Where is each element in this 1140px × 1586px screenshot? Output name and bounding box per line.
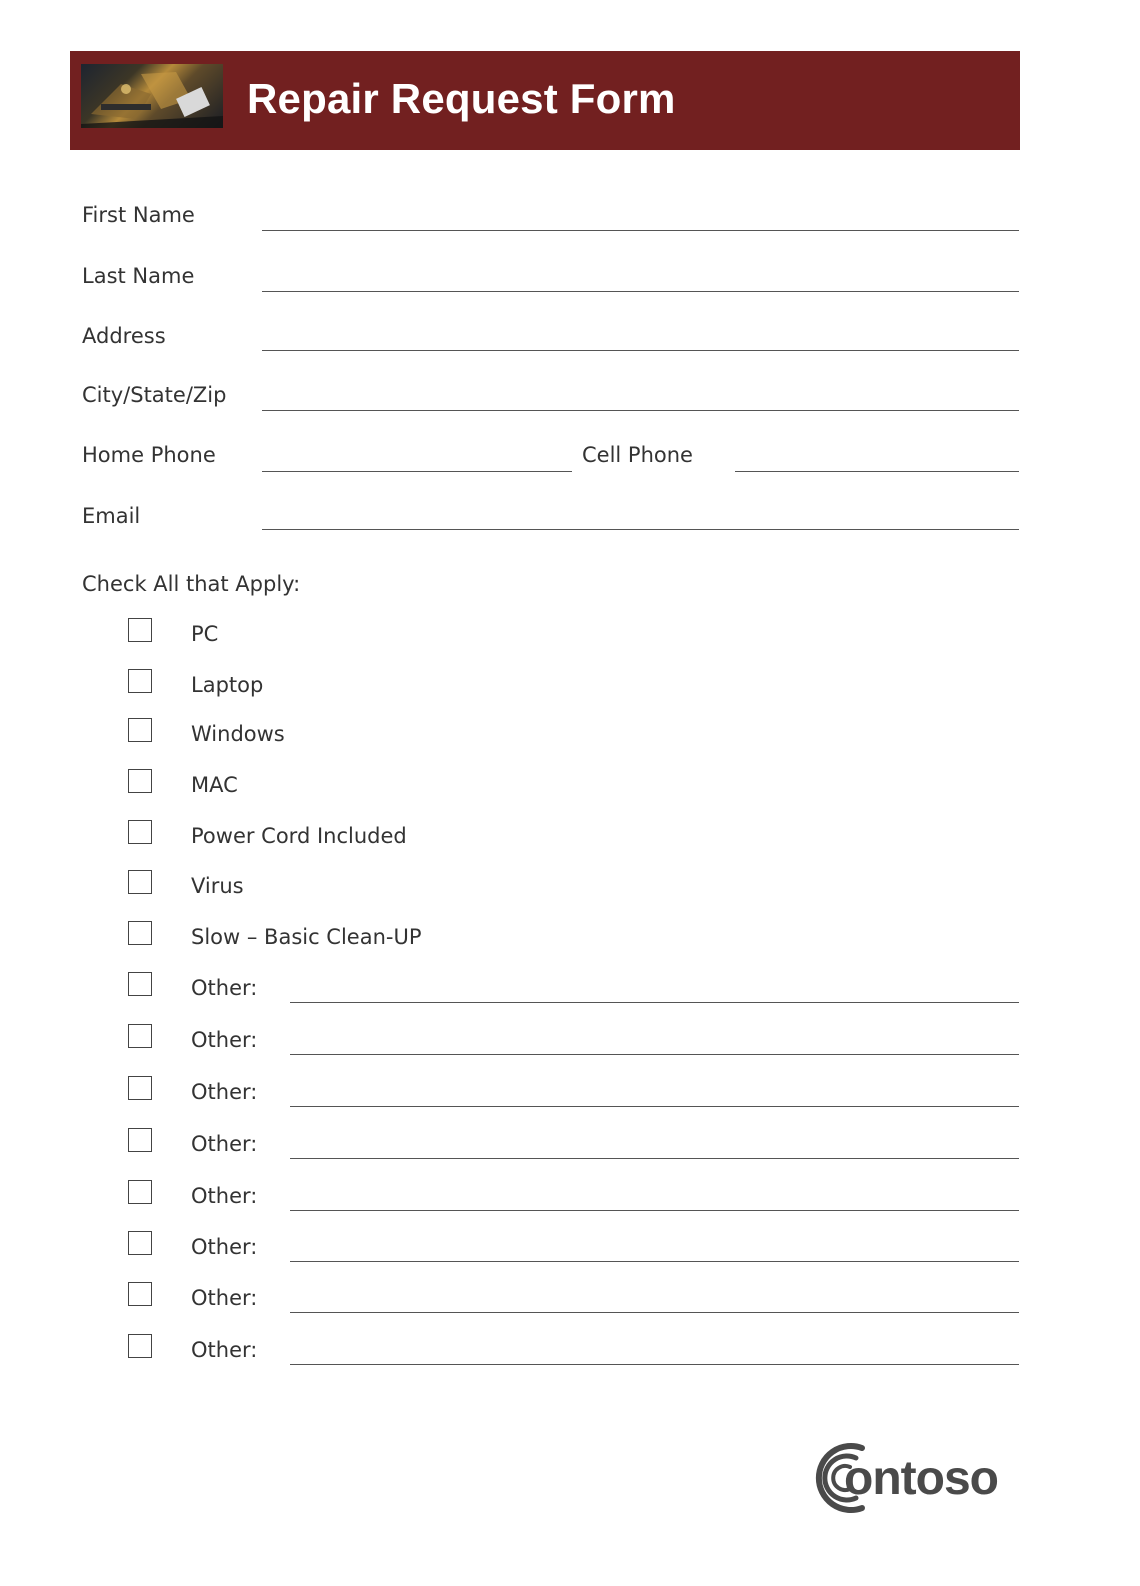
address-field[interactable] bbox=[262, 350, 1019, 351]
svg-text:ontoso: ontoso bbox=[844, 1452, 998, 1505]
checklist-item-windows bbox=[0, 718, 1140, 758]
checkbox[interactable] bbox=[128, 1282, 152, 1306]
checklist-label: Other: bbox=[191, 1132, 258, 1156]
checklist-item-other bbox=[0, 1180, 1140, 1220]
checklist-label: Other: bbox=[191, 1028, 258, 1052]
checklist-item-power-cord bbox=[0, 820, 1140, 860]
checklist-item-mac bbox=[0, 769, 1140, 809]
checklist-item-other bbox=[0, 1128, 1140, 1168]
checkbox[interactable] bbox=[128, 1334, 152, 1358]
checklist-item-slow bbox=[0, 921, 1140, 961]
other-input-field[interactable] bbox=[290, 1106, 1019, 1107]
checkbox[interactable] bbox=[128, 1231, 152, 1255]
computer-parts-photo-icon bbox=[81, 64, 223, 128]
other-input-field[interactable] bbox=[290, 1002, 1019, 1003]
checklist-label: MAC bbox=[191, 773, 238, 797]
checklist-label: Other: bbox=[191, 1286, 258, 1310]
checkbox[interactable] bbox=[128, 972, 152, 996]
first-name-field[interactable] bbox=[262, 230, 1019, 231]
checklist-item-other bbox=[0, 972, 1140, 1012]
checklist-label: Other: bbox=[191, 1235, 258, 1259]
email-label: Email bbox=[82, 504, 141, 528]
checklist-item-virus bbox=[0, 870, 1140, 910]
other-input-field[interactable] bbox=[290, 1158, 1019, 1159]
checkbox[interactable] bbox=[128, 618, 152, 642]
checklist-label: Other: bbox=[191, 1080, 258, 1104]
checklist-item-other bbox=[0, 1076, 1140, 1116]
checkbox[interactable] bbox=[128, 921, 152, 945]
cell-phone-field[interactable] bbox=[735, 471, 1019, 472]
checklist-label: Other: bbox=[191, 1184, 258, 1208]
address-label: Address bbox=[82, 324, 166, 348]
logo-wordmark-glyphs bbox=[844, 1450, 1014, 1510]
home-phone-label: Home Phone bbox=[82, 443, 216, 467]
checkbox[interactable] bbox=[128, 769, 152, 793]
first-name-label: First Name bbox=[82, 203, 195, 227]
checklist-item-other bbox=[0, 1282, 1140, 1322]
checkbox[interactable] bbox=[128, 1128, 152, 1152]
city-state-zip-field[interactable] bbox=[262, 410, 1019, 411]
checklist-item-other bbox=[0, 1231, 1140, 1271]
checklist-item-other bbox=[0, 1334, 1140, 1374]
header-banner bbox=[70, 51, 1020, 150]
other-input-field[interactable] bbox=[290, 1210, 1019, 1211]
email-field[interactable] bbox=[262, 529, 1019, 530]
checkbox[interactable] bbox=[128, 1180, 152, 1204]
checkbox[interactable] bbox=[128, 669, 152, 693]
home-phone-field[interactable] bbox=[262, 471, 572, 472]
other-input-field[interactable] bbox=[290, 1364, 1019, 1365]
checkbox[interactable] bbox=[128, 820, 152, 844]
checklist-label: Slow – Basic Clean-UP bbox=[191, 925, 422, 949]
checklist-heading: Check All that Apply: bbox=[82, 572, 301, 596]
checklist-label: Virus bbox=[191, 874, 244, 898]
contoso-logo bbox=[806, 1438, 1006, 1518]
checklist-item-pc bbox=[0, 618, 1140, 658]
checklist-label: Windows bbox=[191, 722, 285, 746]
checkbox[interactable] bbox=[128, 718, 152, 742]
last-name-field[interactable] bbox=[262, 291, 1019, 292]
checklist-label: Other: bbox=[191, 976, 258, 1000]
checkbox[interactable] bbox=[128, 1076, 152, 1100]
other-input-field[interactable] bbox=[290, 1312, 1019, 1313]
page-title: Repair Request Form bbox=[247, 75, 676, 122]
checklist-label: Power Cord Included bbox=[191, 824, 407, 848]
last-name-label: Last Name bbox=[82, 264, 195, 288]
checkbox[interactable] bbox=[128, 1024, 152, 1048]
checklist-item-other bbox=[0, 1024, 1140, 1064]
checklist-label: PC bbox=[191, 622, 219, 646]
other-input-field[interactable] bbox=[290, 1261, 1019, 1262]
cell-phone-label: Cell Phone bbox=[582, 443, 693, 467]
checklist-item-laptop bbox=[0, 669, 1140, 709]
checklist-label: Other: bbox=[191, 1338, 258, 1362]
other-input-field[interactable] bbox=[290, 1054, 1019, 1055]
checkbox[interactable] bbox=[128, 870, 152, 894]
checklist-label: Laptop bbox=[191, 673, 264, 697]
city-state-zip-label: City/State/Zip bbox=[82, 383, 227, 407]
